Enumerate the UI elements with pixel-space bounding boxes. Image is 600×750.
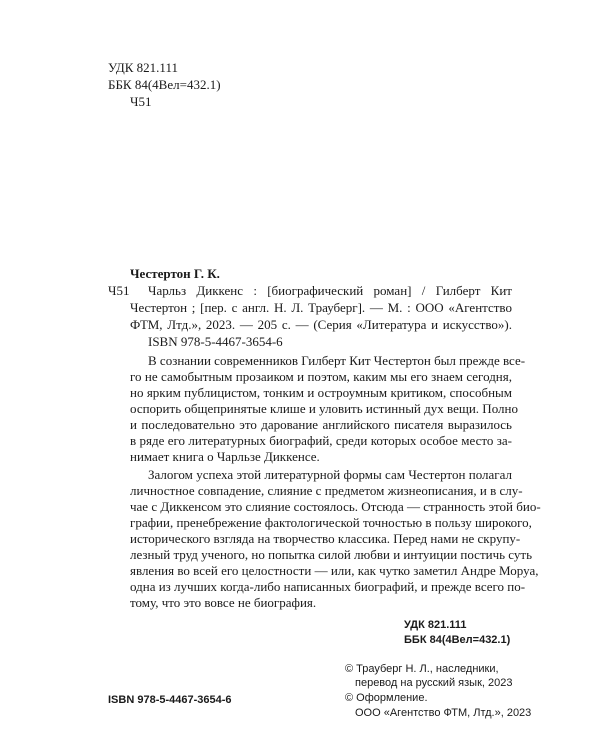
- copyright-line: © Трауберг Н. Л., наследники,: [345, 663, 499, 675]
- description-line: Чарльз Диккенс : [биографический роман] / Гилберт Кит: [148, 283, 512, 298]
- description-line: Честертон ; [пер. с англ. Н. Л. Трауберг]. — М. : ООО «Агентство: [130, 300, 512, 315]
- annotation-line: оспорить общепринятые клише и уловить истинный дух вещи. Полно: [130, 401, 518, 416]
- entry-heading: Честертон Г. К.: [130, 266, 220, 281]
- annotation-line: и последовательно это дарование английского писателя выразилось: [130, 417, 512, 432]
- copyright-line: ООО «Агентство ФТМ, Лтд.», 2023: [355, 707, 532, 719]
- annotation-line: исторического взгляда на творчество классика. Перед нами не скрупу-: [130, 531, 521, 546]
- bbk-code-bottom: ББК 84(4Вел=432.1): [404, 634, 511, 646]
- description-line: ФТМ, Лтд.», 2023. — 205 с. — (Серия «Литература и искусство»).: [130, 317, 512, 332]
- bbk-code-top: ББК 84(4Вел=432.1): [108, 77, 221, 92]
- annotation-line: тому, что это вовсе не биография.: [130, 595, 317, 610]
- annotation-line: графии, пренебрежение фактологической точностью в пользу широкого,: [130, 515, 532, 530]
- copyright-line: © Оформление.: [345, 692, 428, 704]
- annotation-line: личностное совпадение, слияние с предметом жизнеописания, и в слу-: [130, 483, 523, 498]
- annotation-line: го не самобытным прозаиком и поэтом, каким мы его знаем сегодня,: [130, 369, 512, 384]
- annotation-line: одна из лучших когда-либо написанных биографий, и прежде всего по-: [130, 579, 526, 594]
- annotation-line: явления во всей его целостности — или, как чутко заметил Андре Моруа,: [130, 563, 539, 578]
- annotation-line: но ярким публицистом, тонким и остроумным критиком, способным: [130, 385, 512, 400]
- author-mark-top: Ч51: [130, 94, 152, 109]
- annotation-line: Залогом успеха этой литературной формы сам Честертон полагал: [148, 467, 512, 482]
- annotation-line: лезный труд ученого, но попытка силой любви и интуиции постичь суть: [130, 547, 533, 562]
- footer-isbn: ISBN 978-5-4467-3654-6: [108, 694, 232, 706]
- copyright-line: перевод на русский язык, 2023: [355, 677, 513, 689]
- entry-isbn: ISBN 978-5-4467-3654-6: [148, 334, 283, 349]
- entry-author-mark: Ч51: [108, 283, 130, 298]
- annotation-line: нимает книга о Чарльзе Диккенсе.: [130, 449, 320, 464]
- annotation-line: чае с Диккенсом это слияние состоялось. Отсюда — странность этой био-: [130, 499, 541, 514]
- annotation-line: в ряде его литературных биографий, среди которых особое место за-: [130, 433, 512, 448]
- udk-code-top: УДК 821.111: [108, 60, 178, 75]
- annotation-line: В сознании современников Гилберт Кит Честертон был прежде все-: [148, 353, 526, 368]
- udk-code-bottom: УДК 821.111: [404, 619, 467, 631]
